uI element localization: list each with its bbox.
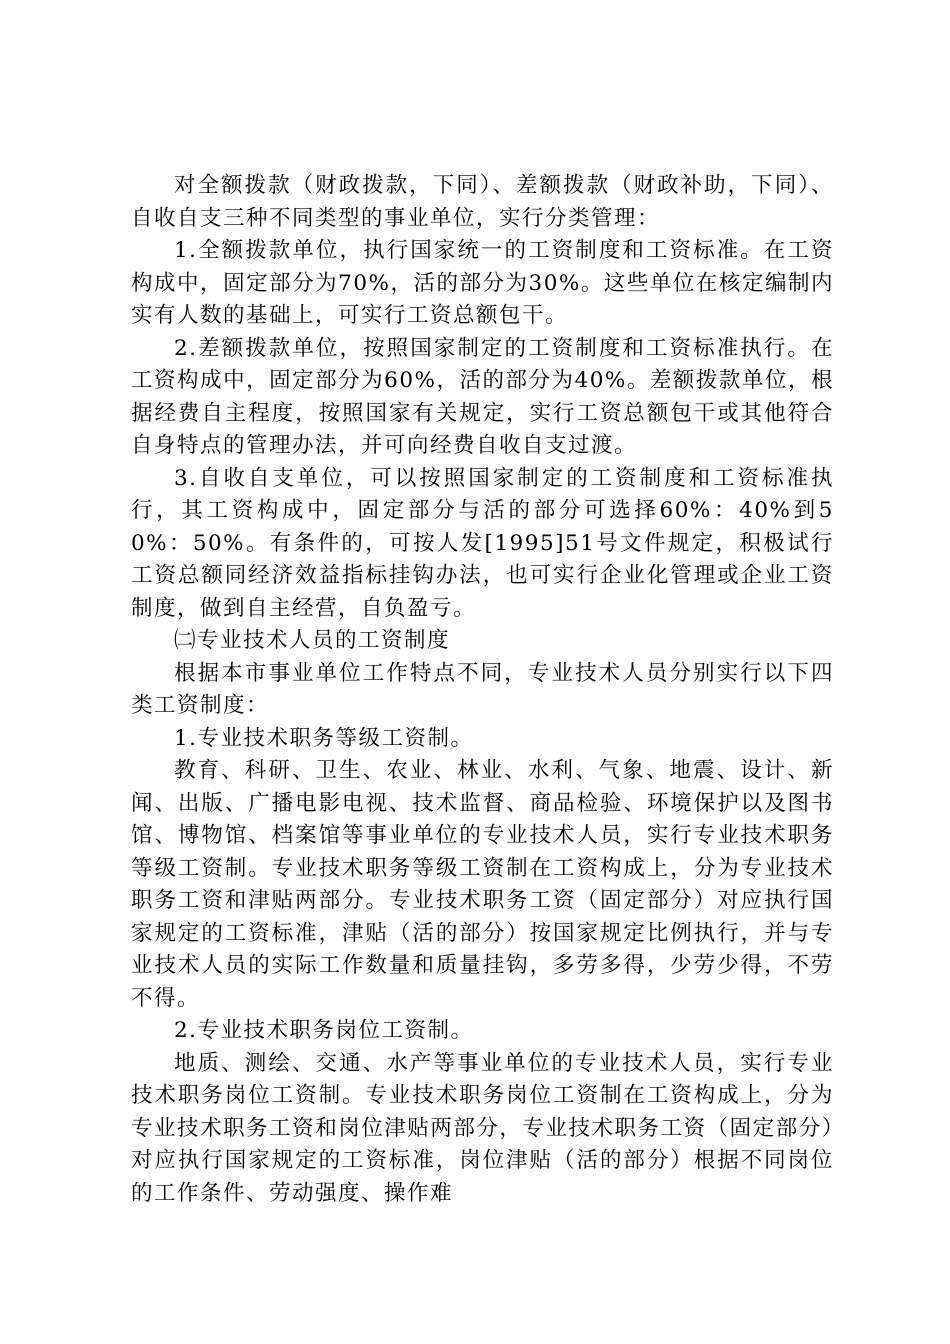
paragraph-post-wage-detail: 地质、测绘、交通、水产等事业单位的专业技术人员，实行专业技术职务岗位工资制。专业技术职务岗位工资制在工资构成上，分为专业技术职务工资和岗位津贴两部分，专业技术职务工资（固定部分）对应执行国家规定的工资标准，岗位津贴（活的部分）根据不同岗位的工作条件、劳动强度、操作难	[131, 1050, 834, 1206]
paragraph-full-funded-units: 1.全额拨款单位，执行国家统一的工资制度和工资标准。在工资构成中，固定部分为70%，活的部分为30%。这些单位在核定编制内实有人数的基础上，可实行工资总额包干。	[131, 238, 834, 328]
section-heading-technical-staff: ㈡专业技术人员的工资制度	[174, 628, 451, 653]
item-heading-grade-wage: 1.专业技术职务等级工资制。	[174, 725, 474, 751]
paragraph-grade-wage-detail: 教育、科研、卫生、农业、林业、水利、气象、地震、设计、新闻、出版、广播电影电视、技术监督、商品检验、环境保护以及图书馆、博物馆、档案馆等事业单位的专业技术人员，实行专业技术职务等级工资制。专业技术职务等级工资制在工资构成上，分为专业技术职务工资和津贴两部分。专业技术职务工资（固定部分）对应执行国家规定的工资标准，津贴（活的部分）按国家规定比例执行，并与专业技术人员的实际工作数量和质量挂钩，多劳多得，少劳少得，不劳不得。	[131, 758, 834, 1011]
paragraph-partial-funded-units: 2.差额拨款单位，按照国家制定的工资制度和工资标准执行。在工资构成中，固定部分为60%，活的部分为40%。差额拨款单位，根据经费自主程度，按照国家有关规定，实行工资总额包干或其他符合自身特点的管理办法，并可向经费自收自支过渡。	[131, 335, 834, 458]
document-body	[131, 170, 834, 1210]
item-heading-post-wage: 2.专业技术职务岗位工资制。	[174, 1018, 474, 1043]
paragraph-technical-staff-intro: 根据本市事业单位工作特点不同，专业技术人员分别实行以下四类工资制度：	[131, 660, 834, 718]
paragraph-classification-intro: 对全额拨款（财政拨款，下同）、差额拨款（财政补助，下同）、自收自支三种不同类型的事业单位，实行分类管理：	[131, 173, 834, 231]
paragraph-self-funded-units: 3.自收自支单位，可以按照国家制定的工资制度和工资标准执行，其工资构成中，固定部分与活的部分可选择60%：40%到50%：50%。有条件的，可按人发[1995]51号文件规定，积极试行工资总额同经济效益指标挂钩办法，也可实行企业化管理或企业工资制度，做到自主经营，自负盈亏。	[131, 465, 834, 621]
